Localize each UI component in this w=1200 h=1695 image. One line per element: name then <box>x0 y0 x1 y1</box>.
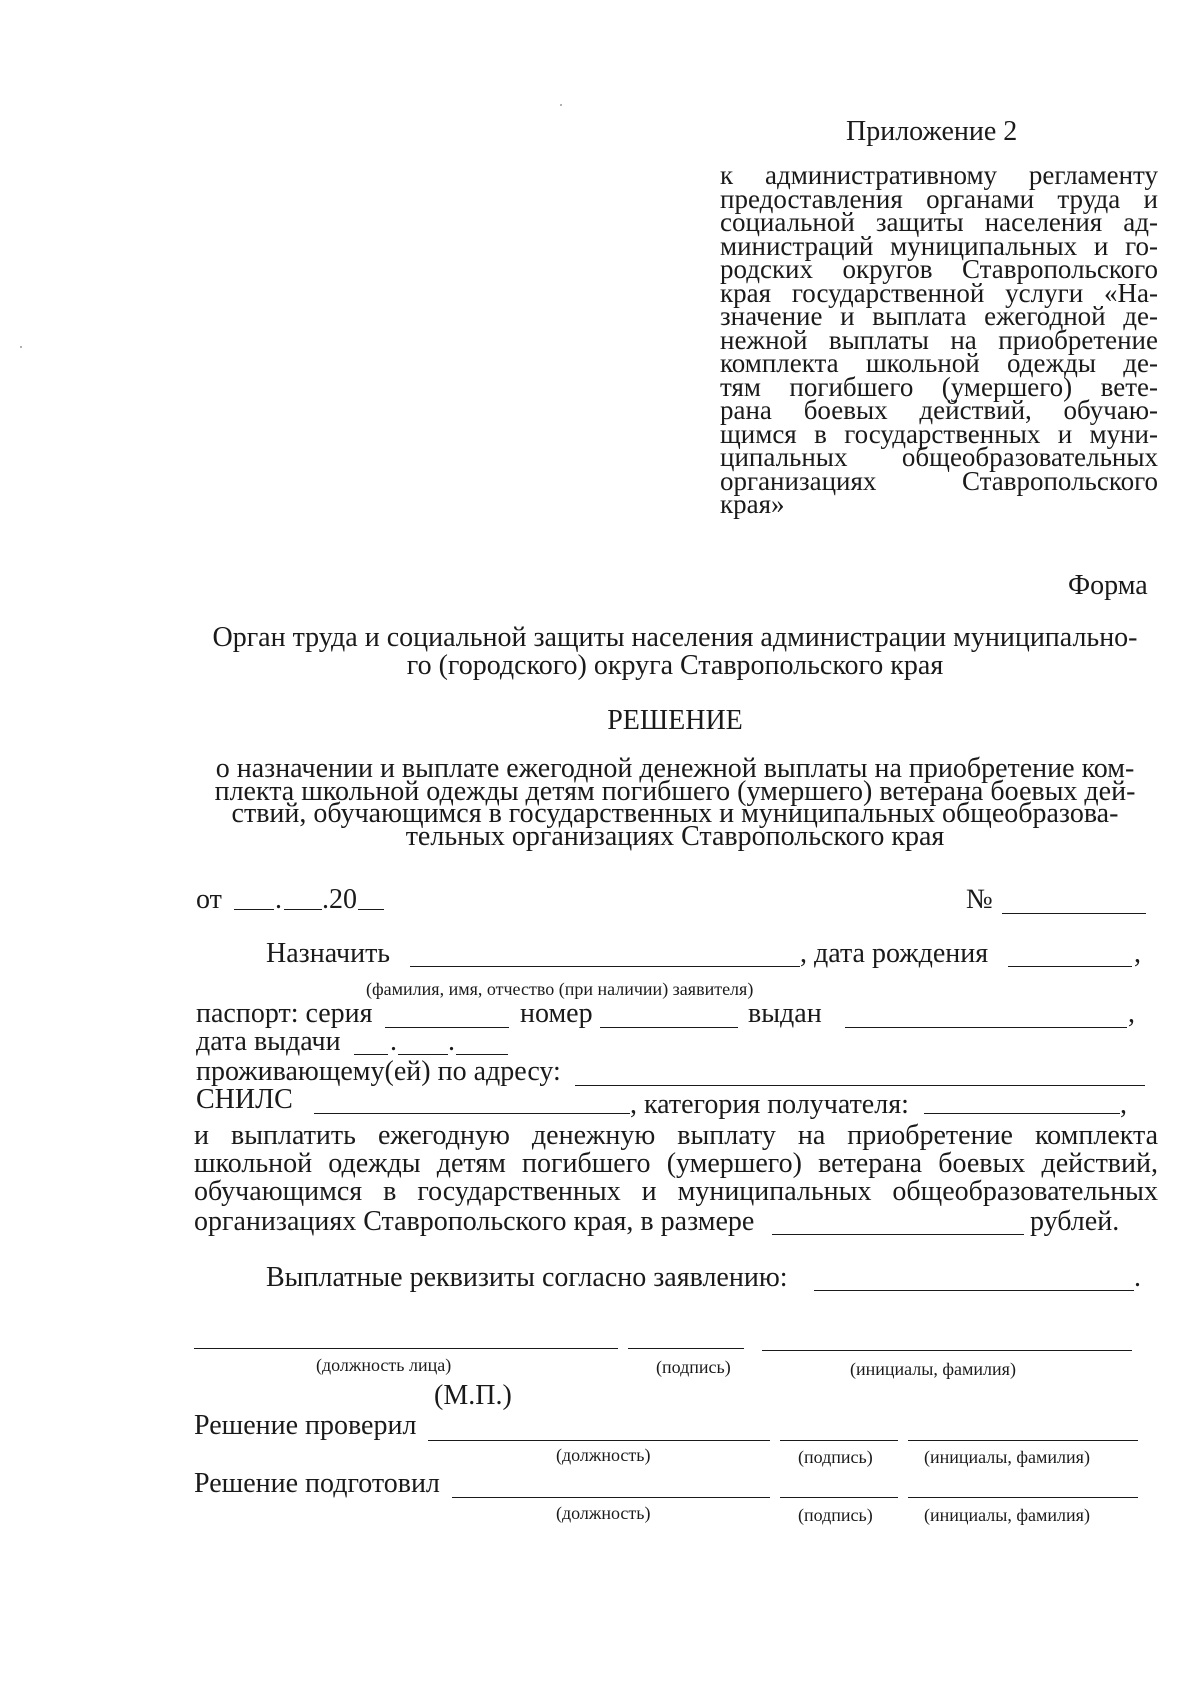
appendix-line: комплекта школьной одежды де- <box>720 348 1158 378</box>
comma: , <box>1128 998 1135 1029</box>
appendix-line: нежной выплаты на приобретение <box>720 324 1158 355</box>
year-field[interactable] <box>358 909 384 910</box>
passport-series-label: паспорт: серия <box>196 998 373 1029</box>
appendix-line: тям погибшего (умершего) вете- <box>720 371 1158 402</box>
appendix-line: предоставления органами труда и <box>720 183 1158 214</box>
official-signature-caption: (подпись) <box>656 1357 731 1377</box>
payment-line: школьной одежды детям погибшего (умершего) ветерана боевых действий, <box>194 1148 1158 1179</box>
payment-paragraph <box>194 1122 1158 1206</box>
authority-line: го (городского) округа Ставропольского края <box>406 650 944 681</box>
snils-label: СНИЛС <box>196 1084 293 1115</box>
requisites-label: Выплатные реквизиты согласно заявлению: <box>266 1262 788 1293</box>
prepared-by-label: Решение подготовил <box>194 1468 440 1499</box>
appendix-line: организациях Ставропольского <box>720 465 1158 496</box>
appendix-line: края» <box>720 489 785 519</box>
appendix-description <box>720 160 1158 519</box>
official-name-field[interactable] <box>762 1350 1132 1351</box>
prepared-position-caption: (должность) <box>556 1503 651 1523</box>
applicant-name-caption: (фамилия, имя, отчество (при наличии) заявителя) <box>366 979 754 999</box>
appendix-line: социальной защиты населения ад- <box>720 207 1158 237</box>
decision-subtitle-line: плекта школьной одежды детям погибшего (умершего) ветерана боевых дей- <box>214 775 1136 807</box>
appendix-line: к административному регламенту <box>720 160 1158 190</box>
payment-line: и выплатить ежегодную денежную выплату на приобретение комплекта <box>194 1120 1158 1151</box>
official-signature-field[interactable] <box>628 1348 744 1349</box>
passport-number-field[interactable] <box>600 1027 738 1028</box>
passport-series-field[interactable] <box>385 1027 509 1028</box>
period: . <box>1134 1262 1141 1293</box>
date-separator: . <box>448 1026 455 1057</box>
prepared-signature-caption: (подпись) <box>798 1505 873 1525</box>
decision-subtitle-line: о назначении и выплате ежегодной денежной выплаты на приобретение ком- <box>215 753 1135 784</box>
appendix-line: края государственной услуги «На- <box>720 277 1158 308</box>
form-label: Форма <box>1068 570 1148 601</box>
issue-year-field[interactable] <box>456 1054 508 1055</box>
assign-label: Назначить <box>266 938 391 969</box>
appendix-line: ципальных общеобразовательных <box>720 442 1158 472</box>
official-name-caption: (инициалы, фамилия) <box>850 1359 1016 1379</box>
applicant-name-field[interactable] <box>410 966 800 967</box>
category-label: , категория получателя: <box>630 1089 909 1120</box>
address-label: проживающему(ей) по адресу: <box>196 1056 561 1087</box>
appendix-line: министраций муниципальных и го- <box>720 230 1158 261</box>
official-position-field[interactable] <box>194 1348 618 1349</box>
appendix-line: щимся в государственных и муни- <box>720 418 1158 449</box>
prepared-position-field[interactable] <box>452 1497 770 1498</box>
checked-position-caption: (должность) <box>556 1445 651 1465</box>
recipient-category-field[interactable] <box>924 1113 1120 1114</box>
payment-line: обучающимся в государственных и муниципальных общеобразовательных <box>194 1176 1158 1207</box>
checked-by-label: Решение проверил <box>194 1410 417 1441</box>
checked-name-field[interactable] <box>908 1440 1138 1441</box>
snils-field[interactable] <box>314 1113 630 1114</box>
payment-amount-label: организациях Ставропольского края, в размере <box>194 1206 755 1237</box>
prepared-signature-field[interactable] <box>780 1497 898 1498</box>
appendix-title: Приложение 2 <box>846 116 1018 147</box>
payment-amount-field[interactable] <box>772 1234 1024 1235</box>
appendix-line: родских округов Ставропольского <box>720 254 1158 284</box>
date-from-label: от <box>196 884 222 915</box>
prepared-name-field[interactable] <box>908 1497 1138 1498</box>
issue-day-field[interactable] <box>354 1054 388 1055</box>
appendix-line: значение и выплата ежегодной де- <box>720 301 1158 331</box>
date-separator: . <box>390 1026 397 1057</box>
scan-speck <box>20 346 22 348</box>
appendix-line: рана боевых действий, обучаю- <box>720 395 1158 425</box>
decision-title: РЕШЕНИЕ <box>607 705 743 736</box>
requisites-field[interactable] <box>814 1290 1134 1291</box>
stamp-placeholder: (М.П.) <box>434 1380 512 1411</box>
birth-date-field[interactable] <box>1008 966 1132 967</box>
checked-signature-field[interactable] <box>780 1440 898 1441</box>
decision-subtitle-line: ствий, обучающимся в государственных и муниципальных общеобразова- <box>231 798 1119 829</box>
checked-position-field[interactable] <box>428 1440 770 1441</box>
month-field[interactable] <box>284 909 322 910</box>
decision-subtitle-line: тельных организациях Ставропольского края <box>405 820 945 852</box>
authority-line: Орган труда и социальной защиты населения администрации муниципально- <box>212 622 1138 653</box>
checked-signature-caption: (подпись) <box>798 1447 873 1467</box>
comma: , <box>1134 938 1141 969</box>
passport-issuer-field[interactable] <box>845 1027 1127 1028</box>
date-separator: . <box>275 884 282 915</box>
official-position-caption: (должность лица) <box>316 1355 452 1375</box>
decision-number-field[interactable] <box>1002 913 1146 914</box>
address-field[interactable] <box>575 1085 1145 1086</box>
scan-speck <box>560 104 562 106</box>
passport-issued-label: выдан <box>748 998 822 1029</box>
checked-name-caption: (инициалы, фамилия) <box>924 1447 1090 1467</box>
prepared-name-caption: (инициалы, фамилия) <box>924 1505 1090 1525</box>
currency-label: рублей. <box>1030 1206 1120 1237</box>
issue-month-field[interactable] <box>398 1054 448 1055</box>
decision-subtitle <box>190 753 1160 852</box>
number-label: № <box>966 884 993 915</box>
day-field[interactable] <box>234 909 274 910</box>
comma: , <box>1120 1089 1127 1120</box>
authority-name <box>190 624 1160 680</box>
passport-number-label: номер <box>520 998 593 1029</box>
birth-date-label: , дата рождения <box>800 938 989 969</box>
year-prefix: .20 <box>322 884 357 915</box>
issue-date-label: дата выдачи <box>196 1026 341 1057</box>
